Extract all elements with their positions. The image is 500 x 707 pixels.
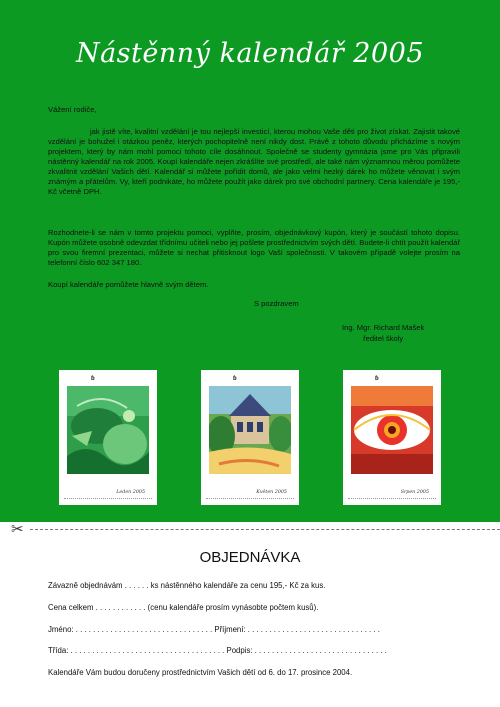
scissors-icon: ✂ bbox=[11, 521, 24, 538]
calendar-dotted-line bbox=[206, 498, 294, 499]
letter-paragraph-3: Koupí kalendáře pomůžete hlavně svým dětem. bbox=[48, 280, 209, 289]
calendar-artwork-abstract bbox=[67, 386, 149, 474]
signer-name: Ing. Mgr. Richard Mašek bbox=[342, 323, 425, 332]
signer-role: ředitel školy bbox=[363, 334, 404, 343]
calendar-month-label: Květen 2005 bbox=[256, 490, 287, 495]
calendar-artwork-building bbox=[209, 386, 291, 474]
school-logo-icon: ɓ bbox=[233, 376, 237, 382]
cut-line bbox=[30, 529, 500, 530]
calendar-preview-august bbox=[343, 370, 441, 505]
order-class-signature-field: Třída: . . . . . . . . . . . . . . . . . . . . . . . . . . . . . . . . . . . . Podpis: . . . . . . . . . . . . . . . . . . . . . . . . . . . . . . . bbox=[48, 646, 387, 655]
signature-block bbox=[342, 322, 424, 344]
order-form-title: OBJEDNÁVKA bbox=[199, 549, 301, 566]
order-name-field: Jméno: . . . . . . . . . . . . . . . . . . . . . . . . . . . . . . . . Příjmení: . . . . . . . . . . . . . . . . . . . . . . . . . . . . . . . bbox=[48, 625, 380, 634]
letter-paragraph-2: Rozhodnete-li se nám v tomto projektu pomoci, vyplňte, prosím, objednávkový kupón, který je součástí tohoto dopisu. Kupón můžete osobně odevzdat třídnímu učiteli nebo jej pošlete prostřednictvím svých dětí. Budete-li chtít použít kalendář pro svou firemní prezentaci, můžete si nechat přitisknout logo Vaší společnosti. V takovém případě volejte prosím na telefonní číslo 602 347 180. bbox=[48, 228, 460, 267]
delivery-note: Kalendáře Vám budou doručeny prostřednictvím Vašich dětí od 6. do 17. prosince 2004. bbox=[48, 668, 353, 677]
letter-paragraph-1: jak jistě víte, kvalitní vzdělání je tou nejlepší investicí, kterou mohou Vaše děti pro život získat. Zajistit takové vzdělání je bohužel i otázkou peněz, kterých pochopitelně není nikdy dost. Právě z tohoto důvodu přicházíme s novým projektem, který by nám mohl pomoci tohoto cíle dosáhnout. Společně se studenty gymnázia jsme pro Vás připravili nástěnný kalendář na rok 2005. Koupí kalendáře nejen zkrášlíte své prostředí, ale také nám významnou měrou pomůžete zkvalitnit vzdělání Vašich dětí. Kalendář si můžete pořídit domů, ale jako velmi hezký dárek ho můžete věnovat i svým známým a přátelům. Vy, kteří podnikáte, ho můžete použít jako dárek pro své obchodní partnery. Cena kalendáře je 195,- Kč včetně DPH. bbox=[48, 127, 460, 196]
order-quantity-field: Závazně objednávám . . . . . . ks nástěnného kalendáře za cenu 195,- Kč za kus. bbox=[48, 581, 326, 590]
calendar-month-label: Leden 2005 bbox=[116, 490, 145, 495]
greeting: Vážení rodiče, bbox=[48, 105, 97, 114]
calendar-dotted-line bbox=[64, 498, 152, 499]
page-title: Nástěnný kalendář 2005 bbox=[75, 38, 425, 69]
school-logo-icon: ɓ bbox=[375, 376, 379, 382]
calendar-preview-january bbox=[59, 370, 157, 505]
calendar-dotted-line bbox=[348, 498, 436, 499]
school-logo-icon: ɓ bbox=[91, 376, 95, 382]
calendar-preview-may bbox=[201, 370, 299, 505]
calendar-month-label: Srpen 2005 bbox=[400, 490, 429, 495]
closing: S pozdravem bbox=[254, 299, 299, 308]
calendar-artwork-eye bbox=[351, 386, 433, 474]
order-total-field: Cena celkem . . . . . . . . . . . . (cenu kalendáře prosím vynásobte počtem kusů). bbox=[48, 603, 319, 612]
